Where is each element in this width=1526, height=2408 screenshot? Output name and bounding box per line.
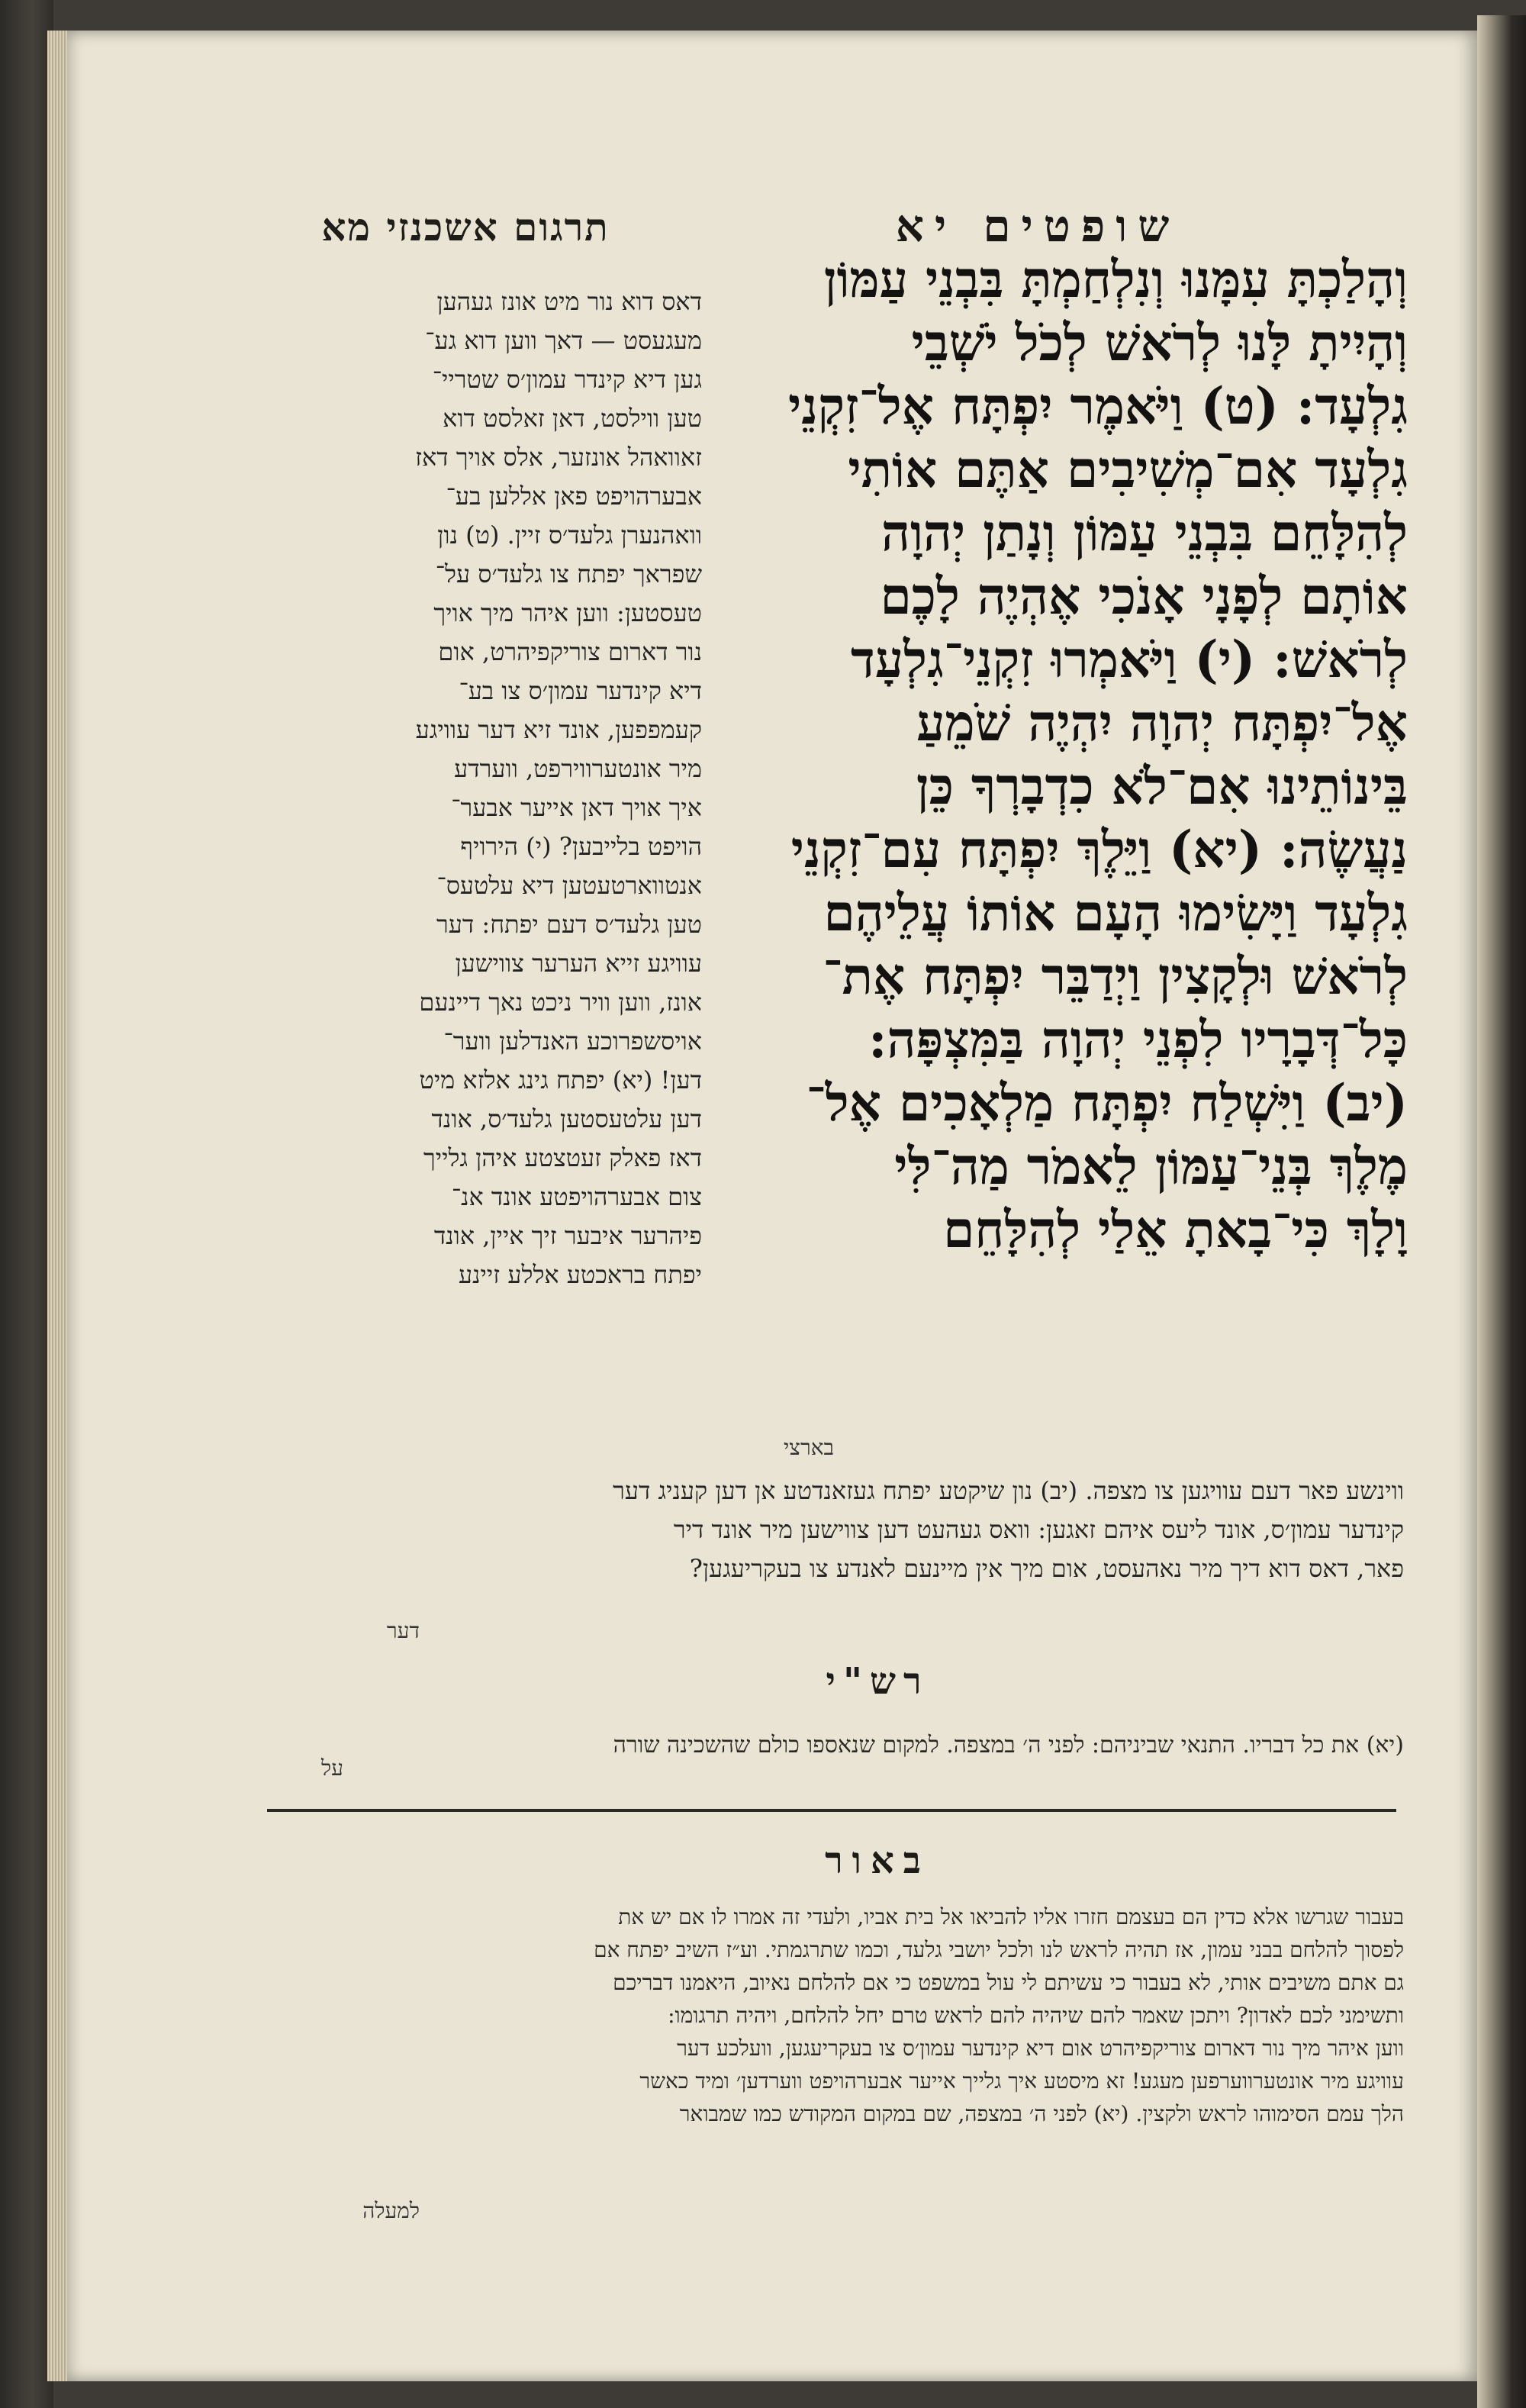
targum-line: דאז פאלק זעטצטע איהן גלייך	[423, 1143, 702, 1172]
bible-catchword: בארצי	[783, 1435, 835, 1460]
targum-line: מעגעסט — דאך ווען דוא גע־	[425, 326, 702, 355]
bible-line: לְהִלָּחֵם בִּבְנֵי עַמּוֹן וְנָתַן יְהוָה	[881, 503, 1408, 563]
targum-line: זאוואהל אונזער, אלס אויך דאז	[415, 443, 702, 472]
bible-line: כָּל־דְּבָרָיו לִפְנֵי יְהוָה בַּמִּצְפָּה:	[868, 1010, 1408, 1069]
targum-line: אונז, ווען וויר ניכט נאך דיינעם	[419, 988, 702, 1017]
targum-continuation-line: פאר, דאס דוא דיך מיר נאהעסט, אום מיך אין מיינעם לאנדע צו בעקריעגען?	[689, 1554, 1404, 1583]
targum-line: וואהנערן גלעד׳ס זיין. (ט) נון	[437, 521, 702, 550]
targum-continuation	[267, 1472, 1404, 1588]
running-head-targum: תרגום אשכנזי מא	[321, 205, 610, 250]
rashi-catchword: על	[321, 1755, 343, 1781]
targum-line: הויפט בלייבען? (י) הירויף	[460, 832, 702, 861]
rashi-commentary: (יא) את כל דבריו. התנאי שביניהם: לפני ה׳ במצפה. למקום שנאספו כולם שהשכינה שורה	[613, 1732, 1404, 1758]
bible-line: בֵּינוֹתֵינוּ אִם־לֹא כִדְבָרְךָ כֵּן	[916, 756, 1408, 816]
bible-line: נַעֲשֶׂה: (יא) וַיֵּלֶךְ יִפְתָּח עִם־זִקְנֵי	[790, 820, 1408, 879]
targum-line: אנטווארטעטען דיא עלטעס־	[436, 871, 702, 900]
bible-line: אוֹתָם לְפָנָי אָנֹכִי אֶהְיֶה לָכֶם	[880, 566, 1408, 626]
biur-heading: באור	[825, 1839, 930, 1882]
targum-line: גען דיא קינדר עמון׳ס שטריי־	[432, 365, 702, 394]
targum-line: מיר אונטערווירפט, ווערדע	[454, 754, 702, 783]
biur-line: ווען איהר מיך נור דארום צוריקפיהרט אום דיא קינדער עמון׳ס צו בעקריעגען, וועלכע דער	[677, 2036, 1404, 2061]
bible-line: לְרֹאשׁ וּלְקָצִין וַיְדַבֵּר יִפְתָּח אֶת־	[823, 946, 1408, 1006]
bible-line: וָלָךְ כִּי־בָאתָ אֵלַי לְהִלָּחֵם	[943, 1200, 1408, 1259]
book-binding	[0, 0, 53, 2408]
bible-line: וְהָלַכְתָּ עִמָּנוּ וְנִלְחַמְתָּ בִּבְנֵי עַמּוֹן	[823, 250, 1408, 309]
rashi-heading: רש"י	[826, 1660, 929, 1703]
targum-line: טעסטען: ווען איהר מיך אויך	[433, 598, 702, 627]
biur-line: הלך עמם הסימוהו לראש ולקצין. (יא) לפני ה׳ במצפה, שם במקום המקודש כמו שמבואר	[679, 2101, 1404, 2126]
bible-line: מֶלֶךְ בְּנֵי־עַמּוֹן לֵאמֹר מַה־לִּי	[894, 1136, 1408, 1196]
targum-line: נור דארום צוריקפיהרט, אום	[438, 637, 702, 666]
facing-page-edge	[1477, 15, 1526, 2408]
targum-line: אבערהויפט פאן אללען בע־	[446, 482, 702, 511]
bible-line: וְהָיִיתָ לָּנוּ לְרֹאשׁ לְכֹל יֹשְׁבֵי	[911, 313, 1408, 372]
targum-line: פיהרער איבער זיך איין, אונד	[433, 1221, 702, 1250]
targum-line: יפתח בראכטע אללע זיינע	[458, 1260, 702, 1289]
targum-column	[244, 282, 702, 1294]
targum-line: שפראך יפתח צו גלעד׳ס על־	[435, 559, 702, 588]
bible-line: גִלְעָד אִם־מְשִׁיבִים אַתֶּם אוֹתִי	[848, 440, 1408, 499]
biur-line: לפסוך להלחם בבני עמון, אז תהיה לראש לנו ולכל יושבי גלעד, וכמו שתרגמתי. וע״ז השיב יפתח אם	[594, 1937, 1404, 1962]
targum-line: דיא קינדער עמון׳ס צו בע־	[459, 676, 702, 705]
bible-line: גִלְעָד וַיָּשִׂימוּ הָעָם אוֹתוֹ עֲלֵיהֶם	[823, 883, 1408, 943]
targum-line: עוויגע זייא הערער צווישען	[455, 949, 702, 978]
bible-line: לְרֹאשׁ: (י) וַיֹּאמְרוּ זִקְנֵי־גִלְעָד	[851, 630, 1408, 689]
targum-catchword: דער	[386, 1618, 420, 1643]
targum-line: דען עלטעסטען גלעד׳ס, אונד	[431, 1104, 702, 1133]
targum-continuation-line: ווינשע פאר דעם עוויגען צו מצפה. (יב) נון שיקטע יפתח געזאנדטע אן דען קעניג דער	[613, 1476, 1404, 1505]
bible-line: אֶל־יִפְתָּח יְהוָה יִהְיֶה שֹׁמֵעַ	[916, 693, 1408, 753]
biur-line: בעבור שגרשו אלא כדין הם בעצמם חזרו אליו להביאו אל בית אביו, ולעדי זה אמרו לו אם יש את	[618, 1904, 1404, 1929]
running-head-book: שופטים יא	[895, 200, 1180, 252]
targum-line: צום אבערהויפטע אונד אנ־	[451, 1182, 702, 1211]
targum-line: טען גלעד׳ס דעם יפתח: דער	[436, 910, 702, 939]
targum-line: קעמפפען, אונד זיא דער עוויגע	[415, 715, 702, 744]
bible-line: (יב) וַיִּשְׁלַח יִפְתָּח מַלְאָכִים אֶל־	[806, 1073, 1408, 1133]
biur-commentary	[259, 1900, 1404, 2130]
bible-line: גִלְעָד: (ט) וַיֹּאמֶר יִפְתָּח אֶל־זִקְנֵי	[788, 376, 1408, 436]
targum-continuation-line: קינדער עמון׳ס, אונד ליעס איהם זאגען: וואס געהעט דען צווישען מיר אונד דיר	[673, 1515, 1404, 1544]
biur-line: גם אתם משיבים אותי, לא בעבור כי עשיתם לי עול במשפט כי אם להלחם נאיוב, היאמנו דבריכם	[613, 1970, 1404, 1995]
targum-line: דען! (יא) יפתח גינג אלזא מיט	[419, 1065, 702, 1094]
bible-text-column	[706, 248, 1408, 1262]
biur-line: ותשימני לכם לאדון? ויתכן שאמר להם שיהיה להם לראש טרם יחל להלחם, ויהיה תרגומו:	[668, 2003, 1404, 2028]
biur-catchword: למעלה	[362, 2198, 420, 2223]
biur-line: עוויגע מיר אונטערווערפען מעגע! זא מיסטע איך גלייך אייער אבערהויפט ווערדען׳ ומיד כאשר	[639, 2068, 1404, 2094]
targum-line: טען ווילסט, דאן זאלסט דוא	[443, 404, 702, 433]
targum-line: איך אויך דאן אייער אבער־	[451, 793, 702, 822]
section-divider	[267, 1809, 1396, 1812]
targum-line: אויסשפרוכע האנדלען ווער־	[443, 1027, 702, 1056]
targum-line: דאס דוא נור מיט אונז געהען	[436, 287, 702, 316]
